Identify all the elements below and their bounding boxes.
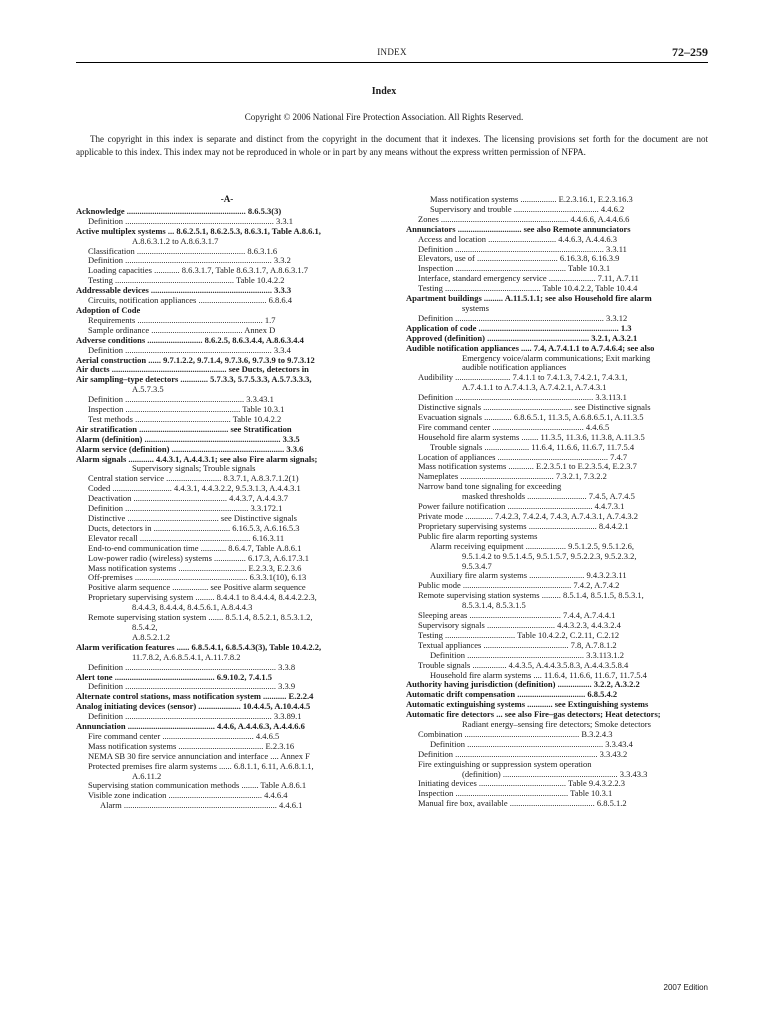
index-entry-text: Public fire alarm reporting systems <box>418 530 538 541</box>
index-entry-text: Adoption of Code <box>76 304 141 315</box>
index-entry-text: Definition ....................................................................... 3.3.8 <box>88 661 296 672</box>
index-entry-text: Inspection ...................................................... Table 10.3.1 <box>88 404 285 415</box>
index-entry-text: Alarm ........................................................................ 4.4.6.1 <box>100 800 303 811</box>
index-entry-text: Alarm (definition) ................................................................ 3.3.5 <box>76 433 300 444</box>
index-entry-text: Remote supervising station systems ......... 8.5.1.4, 8.5.1.5, 8.5.3.1, <box>418 590 644 601</box>
index-entry-text: Off-premises ..................................................... 6.3.3.1(10), 6.13 <box>88 572 307 583</box>
index-entry-text: Textual appliances ........................................ 7.8, A.7.8.1.2 <box>418 639 617 650</box>
index-column-right <box>406 195 708 809</box>
index-entry-text: 8.5.4.2, <box>132 621 158 632</box>
index-entries-left <box>76 207 378 811</box>
index-entry-text: Alternate control stations, mass notification system ........... E.2.2.4 <box>76 691 314 702</box>
index-entry-text: Elevator recall .................................................... 6.16.3.11 <box>88 532 285 543</box>
index-entry <box>76 762 378 772</box>
section-letter: -A- <box>220 194 234 204</box>
index-entry-text: Definition ..................................................................... 3.3.2 <box>88 255 291 266</box>
index-entry-text: Analog initiating devices (sensor) .................... 10.4.4.5, A.10.4.4.5 <box>76 701 311 712</box>
index-entry-text: Addressable devices ......................................................... 3.3.3 <box>76 285 292 296</box>
index-entry-text: Inspection ..................................................... Table 10.3.1 <box>418 788 613 799</box>
copyright-notice: The copyright in this index is separate and distinct from the copyright in the document that it indexes. The licensing provisions set forth for the document are not applicable to this index. This index may not be reproduced in whole or in part by any means without the express written permission of NFPA. <box>76 134 708 157</box>
index-entries-right <box>406 195 708 809</box>
index-entry-text: Sleeping areas ........................................... 7.4.4, A.7.4.4.1 <box>418 610 616 621</box>
index-entry-text: Classification ................................................... 8.6.3.1.6 <box>88 245 278 256</box>
copyright-line: Copyright © 2006 National Fire Protection Association. All Rights Reserved. <box>244 112 524 122</box>
index-entry <box>406 799 708 809</box>
index-entry-text: Aerial construction ...... 9.7.1.2.2, 9.7.1.4, 9.7.3.6, 9.7.3.9 to 9.7.3.12 <box>76 354 315 365</box>
index-entry-text: Zones ............................................................ 4.4.6.6, A.4.4.6.6 <box>418 213 630 224</box>
index-entry-text: Testing ............................................. Table 10.4.2.2, Table 10.4.4 <box>418 283 638 294</box>
index-entry-text: Proprietary supervising system ......... 8.4.4.1 to 8.4.4.4, 8.4.4.2.2.3, <box>88 592 317 603</box>
index-entry-text: Apartment buildings ......... A.11.5.1.1; see also Household fire alarm <box>406 293 652 304</box>
index-entry-text: Emergency voice/alarm communications; Exit marking <box>462 352 651 363</box>
index-entry-text: A.7.4.1.1 to A.7.4.1.3, A.7.4.2.1, A.7.4.3.1 <box>462 382 607 393</box>
index-entry-text: Annunciators .............................. see also Remote annunciators <box>406 223 631 234</box>
index-entry-text: Initiating devices ......................................... Table 9.4.3.2.2.3 <box>418 778 626 789</box>
index-entry-text: Household fire alarm systems ........ 11.3.5, 11.3.6, 11.3.8, A.11.3.5 <box>418 431 645 442</box>
index-entry-text: Audible notification appliances ..... 7.4, A.7.4.1.1 to A.7.4.6.4; see also <box>406 342 655 353</box>
edition-footer: 2007 Edition <box>663 983 708 992</box>
index-entry-text: Alert tone ............................................... 6.9.10.2, 7.4.1.5 <box>76 671 272 682</box>
index-entry-text: Definition .......................................................... 3.3.172.1 <box>88 503 283 514</box>
index-entry-text: Access and location ................................ 4.4.6.3, A.4.4.6.3 <box>418 233 618 244</box>
page-header <box>76 46 708 63</box>
index-entry-text: Distinctive ........................................... see Distinctive signals <box>88 513 297 523</box>
index-entry-text: Automatic extinguishing systems ............ see Extinguishing systems <box>406 699 649 710</box>
index-entry-text: Deactivation ............................................ 4.4.3.7, A.4.4.3.7 <box>88 493 288 504</box>
index-entry-text: End-to-end communication time ............ 8.6.4.7, Table A.8.6.1 <box>88 542 302 553</box>
index-entry-text: Coded ............................ 4.4.3.1, 4.4.3.2.2, 9.5.3.1.3, A.4.4.3.1 <box>88 483 301 494</box>
index-entry-text: Supervisory signals ................................ 4.4.3.2.3, 4.4.3.2.4 <box>418 619 621 630</box>
index-entry-text: Requirements ........................................................... 1.7 <box>88 314 276 325</box>
index-entry-text: Air ducts ...................................................... see Ducts, detectors in <box>76 364 309 375</box>
running-head: INDEX <box>377 47 407 57</box>
index-entry-text: 9.5.3.4.7 <box>462 560 492 571</box>
index-entry-text: Test methods ............................................. Table 10.4.2.2 <box>88 413 282 424</box>
index-entry-text: Definition ................................................................ 3.3.43.4 <box>430 738 633 749</box>
index-entry-text: Definition ...................................................................... 3.3.11 <box>418 243 627 254</box>
index-entry <box>406 294 708 304</box>
index-entry-text: Household fire alarm systems .... 11.6.4, 11.6.6, 11.6.7, 11.7.5.4 <box>430 669 647 680</box>
index-entry-text: NEMA SB 30 fire service annunciation and interface .... Annex F <box>88 750 310 761</box>
index-entry-text: Narrow band tone signaling for exceeding <box>418 481 562 492</box>
index-entry-text: Alarm verification features ...... 6.8.5.4.1, 6.8.5.4.3(3), Table 10.4.2.2, <box>76 641 322 652</box>
index-entry-text: A.8.6.3.1.2 to A.8.6.3.1.7 <box>132 235 219 246</box>
index-entry-text: Definition ..................................................................... 3.3.89.1 <box>88 711 302 722</box>
index-entry-text: Active multiplex systems ... 8.6.2.5.1, 8.6.2.5.3, 8.6.3.1, Table A.8.6.1, <box>76 225 321 236</box>
index-entry-text: systems <box>462 302 489 313</box>
index-entry-text: Inspection .................................................... Table 10.3.1 <box>418 263 611 274</box>
index-entry-text: Fire extinguishing or suppression system operation <box>418 758 592 769</box>
index-entry-text: 11.7.8.2, A.6.8.5.4.1, A.11.7.8.2 <box>132 651 241 662</box>
index-entry-text: 9.5.1.4.2 to 9.5.1.4.5, 9.5.1.5.7, 9.5.2.2.3, 9.5.2.3.2, <box>462 550 637 561</box>
index-entry-text: Testing ................................. Table 10.4.2.2, C.2.11, C.2.12 <box>418 629 620 640</box>
index-entry-text: Definition ................................................................. 3.3.113.1 <box>418 392 627 403</box>
index-column-left <box>76 195 378 811</box>
index-entry-text: audible notification appliances <box>462 362 567 373</box>
index-entry-text: Mass notification systems ................................ E.2.3.3, E.2.3.6 <box>88 562 302 573</box>
index-entry-text: Alarm signals ............ 4.4.3.1, A.4.4.3.1; see also Fire alarm signals; <box>76 453 318 464</box>
index-entry-text: Positive alarm sequence ................. see Positive alarm sequence <box>88 582 306 593</box>
index-entry-text: Alarm service (definition) ..................................................... 3.3.6 <box>76 443 304 454</box>
index-entry-text: Elevators, use of ...................................... 6.16.3.8, 6.16.3.9 <box>418 253 620 264</box>
index-entry-text: A.8.5.2.1.2 <box>132 631 171 642</box>
index-entry <box>76 613 378 623</box>
index-entry-text: (definition) ...................................................... 3.3.43.3 <box>462 768 648 779</box>
index-entry-text: Authority having jurisdiction (definition) ................ 3.2.2, A.3.2.2 <box>406 679 640 690</box>
page-number: 72–259 <box>672 45 708 59</box>
index-entry-text: masked thresholds ............................ 7.4.5, A.7.4.5 <box>462 491 635 502</box>
index-entry-text: Testing ........................................................ Table 10.4.2.2 <box>88 275 285 286</box>
index-entry-text: A.5.7.3.5 <box>132 384 164 395</box>
index-entry <box>406 591 708 601</box>
index-entry-text: Radiant energy–sensing fire detectors; Smoke detectors <box>462 719 651 730</box>
index-entry-text: Evacuation signals ............. 6.8.6.5.1, 11.3.5, A.6.8.6.5.1, A.11.3.5 <box>418 411 644 422</box>
index-entry-text: Sample ordinance ........................................... Annex D <box>88 324 276 335</box>
index-entry-text: Nameplates ............................................ 7.3.2.1, 7.3.2.2 <box>418 471 607 482</box>
index-entry-text: Definition ........................................................ 3.3.43.1 <box>88 394 274 405</box>
index-entry-text: Annunciation ......................................... 4.4.6, A.4.4.6.3, A.4.4.6.6 <box>76 721 305 732</box>
index-entry-text: Definition ................................................................... 3.3.43.2 <box>418 748 628 759</box>
index-entry-text: Acknowledge ........................................................ 8.6.5.3(3) <box>76 205 282 216</box>
index-entry-text: Protected premises fire alarm systems ...... 6.8.1.1, 6.11, A.6.8.1.1, <box>88 760 314 771</box>
index-entry-text: Supervisory signals; Trouble signals <box>132 463 256 474</box>
index-entry-text: A.6.11.2 <box>132 770 162 781</box>
index-entry-text: Supervisory and trouble ........................................ 4.4.6.2 <box>430 203 625 214</box>
index-entry-text: Power failure notification ........................................ 4.4.7.3.1 <box>418 501 625 512</box>
index-entry-text: Fire command center ........................................... 4.4.6.5 <box>88 730 280 741</box>
index-entry-text: Mass notification systems ........................................ E.2.3.16 <box>88 740 295 751</box>
index-entry-text: Distinctive signals .......................................... see Distinctive signals <box>418 402 651 413</box>
index-entry-text: Interface, standard emergency service ...................... 7.11, A.7.11 <box>418 273 639 284</box>
index-entry-text: Trouble signals ..................... 11.6.4, 11.6.6, 11.6.7, 11.7.5.4 <box>430 441 635 452</box>
page-title: Index <box>371 86 397 97</box>
index-entry <box>76 801 378 811</box>
index-entry-text: Definition ....................................................................... 3.3.9 <box>88 681 296 692</box>
index-entry <box>406 552 708 562</box>
index-entry-text: Automatic drift compensation ................................ 6.8.5.4.2 <box>406 689 618 700</box>
index-entry-text: Trouble signals ................ 4.4.3.5, A.4.4.3.5.8.3, A.4.4.3.5.8.4 <box>418 659 629 670</box>
index-entry-text: Supervising station communication methods ........ Table A.8.6.1 <box>88 780 307 791</box>
index-entry-text: Private mode ............. 7.4.2.3, 7.4.2.4, 7.4.3, A.7.4.3.1, A.7.4.3.2 <box>418 511 639 521</box>
index-entry-text: Fire command center ........................................... 4.4.6.5 <box>418 421 610 432</box>
index-entry-text: Combination ...................................................... B.3.2.4.3 <box>418 728 613 739</box>
index-entry-text: Manual fire box, available ........................................ 6.8.5.1.2 <box>418 798 627 809</box>
index-entry-text: Audibility .......................... 7.4.1.1 to 7.4.1.3, 7.4.2.1, 7.4.3.1, <box>418 372 628 383</box>
index-entry-text: Low-power radio (wireless) systems ............... 6.17.3, A.6.17.3.1 <box>88 552 309 563</box>
index-entry-text: Alarm receiving equipment ................... 9.5.1.2.5, 9.5.1.2.6, <box>430 540 634 551</box>
index-entry <box>76 375 378 385</box>
index-entry-text: Approved (definition) ................................................ 3.2.1, A.3.2.1 <box>406 332 638 343</box>
index-entry-text: Definition ...................................................................... 3.3.1 <box>88 215 293 226</box>
index-entry-text: Mass notification systems ............ E.2.3.5.1 to E.2.3.5.4, E.2.3.7 <box>418 461 637 472</box>
index-entry-text: 8.4.4.3, 8.4.4.4, 8.4.5.6.1, A.8.4.4.3 <box>132 602 253 613</box>
index-entry-text: Definition ..................................................................... 3.3.4 <box>88 344 291 355</box>
index-entry-text: Circuits, notification appliances ................................ 6.8.6.4 <box>88 295 292 306</box>
index-entry <box>76 227 378 237</box>
index-entry-text: Ducts, detectors in .................................... 6.16.5.3, A.6.16.5.3 <box>88 522 300 533</box>
index-entry-text: Automatic fire detectors ... see also Fire–gas detectors; Heat detectors; <box>406 709 661 720</box>
index-entry-text: 8.5.3.1.4, 8.5.3.1.5 <box>462 600 526 611</box>
index-entry-text: Definition ...................................................................... 3.3.12 <box>418 312 628 323</box>
index-entry-text: Visible zone indication ............................................ 4.4.6.4 <box>88 790 288 801</box>
index-entry-text: Proprietary supervising systems ................................ 8.4.4.2.1 <box>418 520 629 531</box>
index-entry-text: Air stratification .......................................... see Stratification <box>76 423 292 434</box>
index-entry-text: Loading capacities ............ 8.6.3.1.7, Table 8.6.3.1.7, A.8.6.3.1.7 <box>88 265 308 276</box>
index-entry-text: Remote supervising station system ....... 8.5.1.4, 8.5.2.1, 8.5.3.1.2, <box>88 612 313 623</box>
index-entry-text: Air sampling–type detectors ............. 5.7.3.3, 5.7.5.3.3, A.5.7.3.3.3, <box>76 374 312 385</box>
index-entry-text: Location of appliances .................................................... 7.4.7 <box>418 451 628 462</box>
index-entry-text: Auxiliary fire alarm systems .......................... 9.4.3.2.3.11 <box>430 570 627 581</box>
index-entry <box>76 623 378 633</box>
index-entry-text: Definition ....................................................... 3.3.113.1.2 <box>430 649 624 660</box>
index-entry-text: Mass notification systems ................. E.2.3.16.1, E.2.3.16.3 <box>430 194 633 204</box>
index-entry-text: Central station service .......................... 8.3.7.1, A.8.3.7.1.2(1) <box>88 473 299 484</box>
index-entry-text: Adverse conditions .......................... 8.6.2.5, 8.6.3.4.4, A.8.6.3.4.4 <box>76 334 304 345</box>
index-entry-text: Application of code .................................................................. 1.3 <box>406 322 632 333</box>
index-entry-text: Public mode ................................................... 7.4.2, A.7.4.2 <box>418 580 620 591</box>
